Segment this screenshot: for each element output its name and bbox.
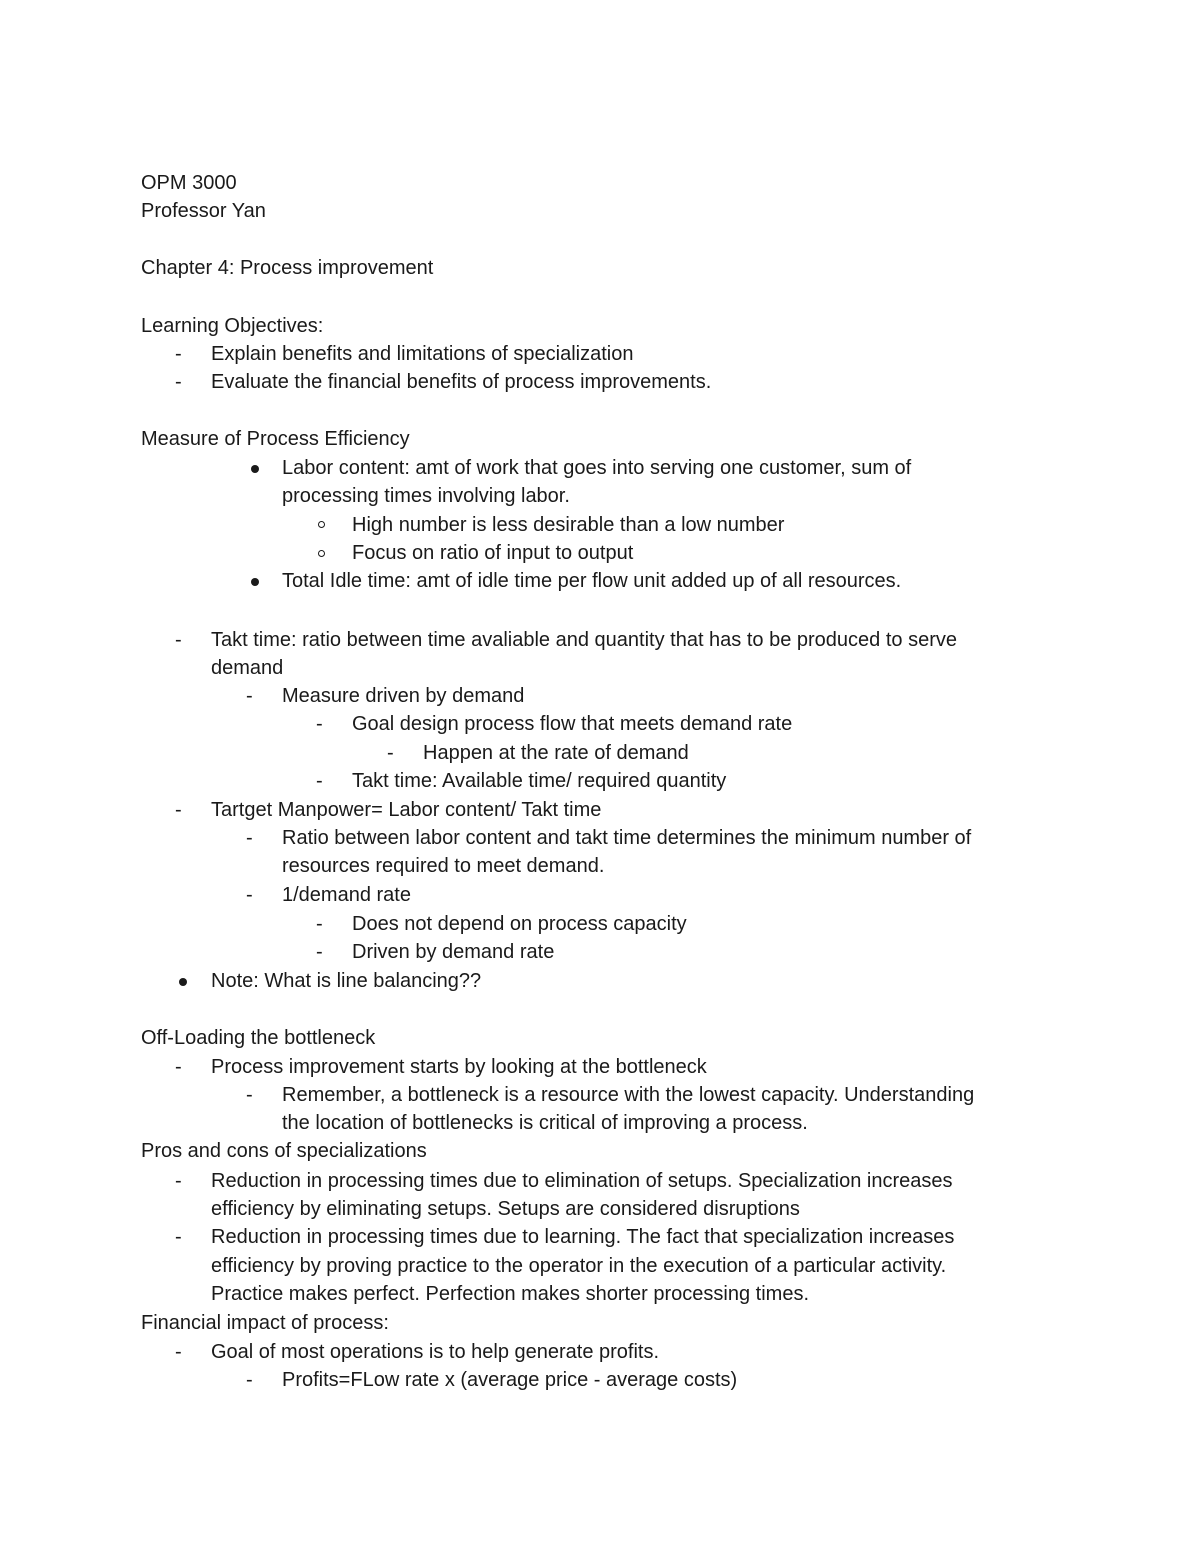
demand-rate: 1/demand rate (282, 884, 411, 906)
note-item: Note: What is line balancing?? (211, 970, 482, 992)
dash-marker: - (246, 685, 253, 707)
manpower-ratio: resources required to meet demand. (282, 855, 605, 877)
dash-marker: - (316, 913, 323, 935)
dash-marker: - (387, 742, 394, 764)
dash-marker: - (175, 1341, 182, 1363)
pros-cons-heading: Pros and cons of specializations (141, 1140, 427, 1162)
bullet-circle (318, 550, 325, 557)
bullet-dot (251, 578, 259, 586)
takt-goal: Goal design process flow that meets demand rate (352, 713, 793, 735)
offloading-item: Process improvement starts by looking at the bottleneck (211, 1056, 707, 1078)
labor-content-line: Labor content: amt of work that goes into serving one customer, sum of (282, 457, 912, 479)
dash-marker: - (316, 713, 323, 735)
offloading-heading: Off-Loading the bottleneck (141, 1027, 376, 1049)
takt-formula: Takt time: Available time/ required quantity (352, 770, 727, 792)
manpower-title: Tartget Manpower= Labor content/ Takt time (211, 799, 602, 821)
dash-marker: - (175, 371, 182, 393)
idle-time-item: Total Idle time: amt of idle time per flow unit added up of all resources. (282, 570, 902, 592)
dash-marker: - (246, 1369, 253, 1391)
dash-marker: - (246, 1084, 253, 1106)
bullet-dot (179, 978, 187, 986)
manpower-ratio: Ratio between labor content and takt time determines the minimum number of (282, 827, 972, 849)
takt-time-line: Takt time: ratio between time avaliable and quantity that has to be produced to serve (211, 629, 957, 651)
bullet-circle (318, 521, 325, 528)
course-code: OPM 3000 (141, 172, 237, 194)
dash-marker: - (316, 941, 323, 963)
labor-content-sub: High number is less desirable than a low number (352, 514, 785, 536)
demand-rate-sub: Driven by demand rate (352, 941, 555, 963)
offloading-sub: Remember, a bottleneck is a resource with the lowest capacity. Understanding (282, 1084, 975, 1106)
financial-heading: Financial impact of process: (141, 1312, 389, 1334)
objective-item: Explain benefits and limitations of specialization (211, 343, 634, 365)
dash-marker: - (316, 770, 323, 792)
bullet-dot (251, 465, 259, 473)
labor-content-line: processing times involving labor. (282, 485, 570, 507)
takt-happen: Happen at the rate of demand (423, 742, 689, 764)
offloading-sub: the location of bottlenecks is critical of improving a process. (282, 1112, 808, 1134)
dash-marker: - (246, 884, 253, 906)
dash-marker: - (175, 799, 182, 821)
financial-item: Goal of most operations is to help generate profits. (211, 1341, 660, 1363)
dash-marker: - (175, 1226, 182, 1248)
labor-content-sub: Focus on ratio of input to output (352, 542, 634, 564)
learning-objectives-heading: Learning Objectives: (141, 315, 324, 337)
pros-cons-item: Reduction in processing times due to elimination of setups. Specialization increases (211, 1170, 953, 1192)
takt-time-line: demand (211, 657, 284, 679)
dash-marker: - (175, 1170, 182, 1192)
dash-marker: - (175, 343, 182, 365)
objective-item: Evaluate the financial benefits of process improvements. (211, 371, 712, 393)
demand-rate-sub: Does not depend on process capacity (352, 913, 687, 935)
dash-marker: - (175, 1056, 182, 1078)
pros-cons-item: Practice makes perfect. Perfection makes shorter processing times. (211, 1283, 810, 1305)
pros-cons-item: efficiency by eliminating setups. Setups are considered disruptions (211, 1198, 800, 1220)
pros-cons-item: efficiency by proving practice to the operator in the execution of a particular activity. (211, 1255, 947, 1277)
dash-marker: - (175, 629, 182, 651)
dash-marker: - (246, 827, 253, 849)
measure-heading: Measure of Process Efficiency (141, 428, 410, 450)
professor-name: Professor Yan (141, 200, 266, 222)
takt-driven: Measure driven by demand (282, 685, 525, 707)
pros-cons-item: Reduction in processing times due to learning. The fact that specialization increases (211, 1226, 955, 1248)
financial-formula: Profits=FLow rate x (average price - average costs) (282, 1369, 738, 1391)
chapter-title: Chapter 4: Process improvement (141, 257, 434, 279)
